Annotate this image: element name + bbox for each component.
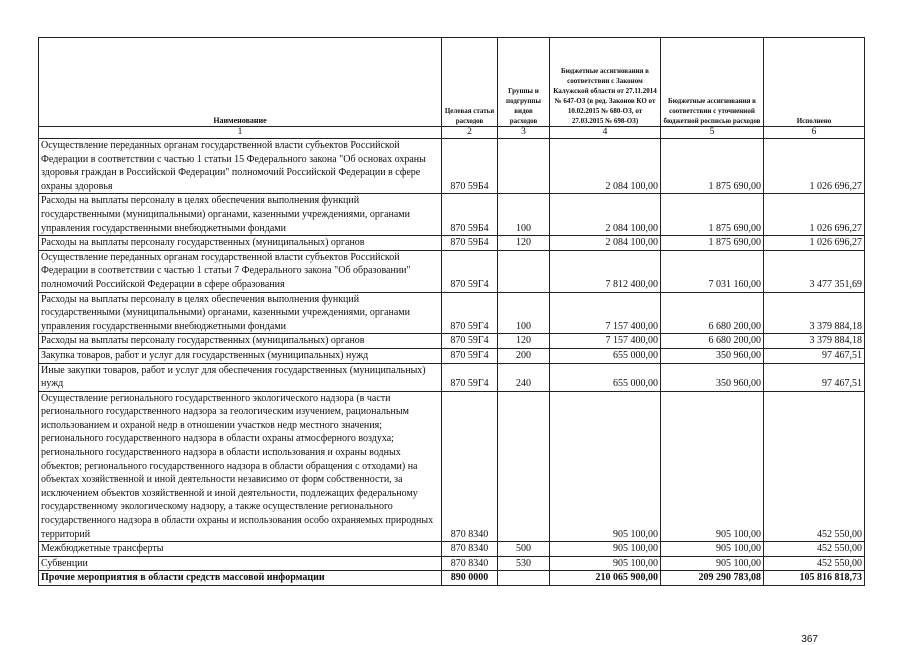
column-number: 4 [550,127,661,139]
header-expense-groups: Группы и подгруппы видов расходов [498,38,550,127]
expense-group-cell [498,139,550,194]
expense-group-cell: 530 [498,556,550,571]
expense-group-cell: 500 [498,542,550,557]
header-name: Наименование [39,38,442,127]
target-article-cell: 890 0000 [442,571,498,586]
table-row [39,542,865,557]
law-assignment-cell: 2 084 100,00 [550,194,661,236]
executed-cell: 452 550,00 [764,542,865,557]
row-name: Закупка товаров, работ и услуг для государственных (муниципальных) нужд [39,348,442,363]
law-assignment-cell: 905 100,00 [550,542,661,557]
target-article-cell: 870 59Г4 [442,363,498,391]
expense-group-cell: 100 [498,292,550,334]
law-assignment-cell: 2 084 100,00 [550,236,661,251]
row-name: Расходы на выплаты персоналу в целях обеспечения выполнения функций государственными (муниципальными) органами, казенными учреждениями, органами управления государственными внебюджетными фондами [39,292,442,334]
expense-group-cell: 240 [498,363,550,391]
row-name: Расходы на выплаты персоналу в целях обеспечения выполнения функций государственными (муниципальными) органами, казенными учреждениями, органами управления государственными внебюджетными фондами [39,194,442,236]
law-assignment-cell: 7 157 400,00 [550,292,661,334]
target-article-cell: 870 59Г4 [442,334,498,349]
target-article-cell: 870 8340 [442,542,498,557]
header-executed: Исполнено [764,38,865,127]
executed-cell: 105 816 818,73 [764,571,865,586]
budget-table [38,37,865,586]
header-law-assignments: Бюджетные ассигнования в соответствии с Законом Калужской области от 27.11.2014 № 647-ОЗ (в ред. Законов КО от 10.02.2015 № 680-ОЗ, от 27.03.2015 № 698-ОЗ) [550,38,661,127]
law-assignment-cell: 7 812 400,00 [550,250,661,292]
executed-cell: 1 026 696,27 [764,236,865,251]
table-row [39,363,865,391]
target-article-cell: 870 59Г4 [442,292,498,334]
expense-group-cell [498,250,550,292]
column-number: 6 [764,127,865,139]
refined-assignment-cell: 7 031 160,00 [661,250,764,292]
target-article-cell: 870 59Г4 [442,348,498,363]
target-article-cell: 870 59Б4 [442,139,498,194]
table-body [39,139,865,586]
table-row [39,139,865,194]
column-number: 2 [442,127,498,139]
refined-assignment-cell: 350 960,00 [661,348,764,363]
header-target-article: Целевая статья расходов [442,38,498,127]
target-article-cell: 870 59Б4 [442,236,498,251]
target-article-cell: 870 59Г4 [442,250,498,292]
refined-assignment-cell: 209 290 783,08 [661,571,764,586]
expense-group-cell [498,571,550,586]
row-name: Иные закупки товаров, работ и услуг для обеспечения государственных (муниципальных) нужд [39,363,442,391]
law-assignment-cell: 210 065 900,00 [550,571,661,586]
target-article-cell: 870 8340 [442,556,498,571]
refined-assignment-cell: 905 100,00 [661,556,764,571]
row-name: Осуществление переданных органам государственной власти субъектов Российской Федерации в соответствии с частью 1 статьи 7 Федерального закона "Об образовании" полномочий Российской Федерации в сфере образования [39,250,442,292]
refined-assignment-cell: 6 680 200,00 [661,334,764,349]
table-row [39,250,865,292]
table-row [39,334,865,349]
table-row [39,236,865,251]
table-row [39,556,865,571]
table-row [39,571,865,586]
refined-assignment-cell: 905 100,00 [661,542,764,557]
law-assignment-cell: 905 100,00 [550,391,661,542]
row-name: Осуществление переданных органам государственной власти субъектов Российской Федерации в соответствии с частью 1 статьи 15 Федерального закона "Об основах охраны здоровья граждан в Российской Федерации" полномочий Российской Федерации в сфере охраны здоровья [39,139,442,194]
table-row [39,391,865,542]
law-assignment-cell: 655 000,00 [550,363,661,391]
row-name: Межбюджетные трансферты [39,542,442,557]
expense-group-cell: 200 [498,348,550,363]
row-name: Прочие мероприятия в области средств массовой информации [39,571,442,586]
page-number: 367 [801,634,818,645]
refined-assignment-cell: 350 960,00 [661,363,764,391]
refined-assignment-cell: 1 875 690,00 [661,139,764,194]
executed-cell: 97 467,51 [764,363,865,391]
law-assignment-cell: 7 157 400,00 [550,334,661,349]
refined-assignment-cell: 905 100,00 [661,391,764,542]
column-number: 3 [498,127,550,139]
row-name: Расходы на выплаты персоналу государственных (муниципальных) органов [39,334,442,349]
executed-cell: 97 467,51 [764,348,865,363]
executed-cell: 452 550,00 [764,556,865,571]
executed-cell: 1 026 696,27 [764,139,865,194]
law-assignment-cell: 655 000,00 [550,348,661,363]
executed-cell: 3 379 884,18 [764,334,865,349]
row-name: Субвенции [39,556,442,571]
table-header-row [39,38,865,127]
executed-cell: 452 550,00 [764,391,865,542]
column-number: 1 [39,127,442,139]
table-row [39,292,865,334]
header-refined-assignments: Бюджетные ассигнования в соответствии с уточненной бюджетной росписью расходов [661,38,764,127]
target-article-cell: 870 8340 [442,391,498,542]
expense-group-cell: 120 [498,334,550,349]
expense-group-cell: 120 [498,236,550,251]
refined-assignment-cell: 1 875 690,00 [661,236,764,251]
law-assignment-cell: 2 084 100,00 [550,139,661,194]
table-row [39,348,865,363]
column-number-row [39,127,865,139]
refined-assignment-cell: 6 680 200,00 [661,292,764,334]
table-row [39,194,865,236]
executed-cell: 1 026 696,27 [764,194,865,236]
law-assignment-cell: 905 100,00 [550,556,661,571]
budget-page [38,37,864,645]
executed-cell: 3 379 884,18 [764,292,865,334]
row-name: Осуществление регионального государственного экологического надзора (в части регионального государственного надзора за геологическим изучением, рациональным использованием и охраной недр в отношении участков недр местного значения; регионального государственного надзора в области охраны атмосферного воздуха; регионального государственного надзора в области использования и охраны водных объектов; регионального государственного надзора в области обращения с отходами) на объектах хозяйственной и иной деятельности независимо от форм собственности, за исключением объектов хозяйственной и иной деятельности, подлежащих федеральному государственному экологическому надзору, а также осуществление регионального государственного надзора в области охраны и использования особо охраняемых природных территорий [39,391,442,542]
expense-group-cell: 100 [498,194,550,236]
executed-cell: 3 477 351,69 [764,250,865,292]
refined-assignment-cell: 1 875 690,00 [661,194,764,236]
target-article-cell: 870 59Б4 [442,194,498,236]
column-number: 5 [661,127,764,139]
row-name: Расходы на выплаты персоналу государственных (муниципальных) органов [39,236,442,251]
expense-group-cell [498,391,550,542]
